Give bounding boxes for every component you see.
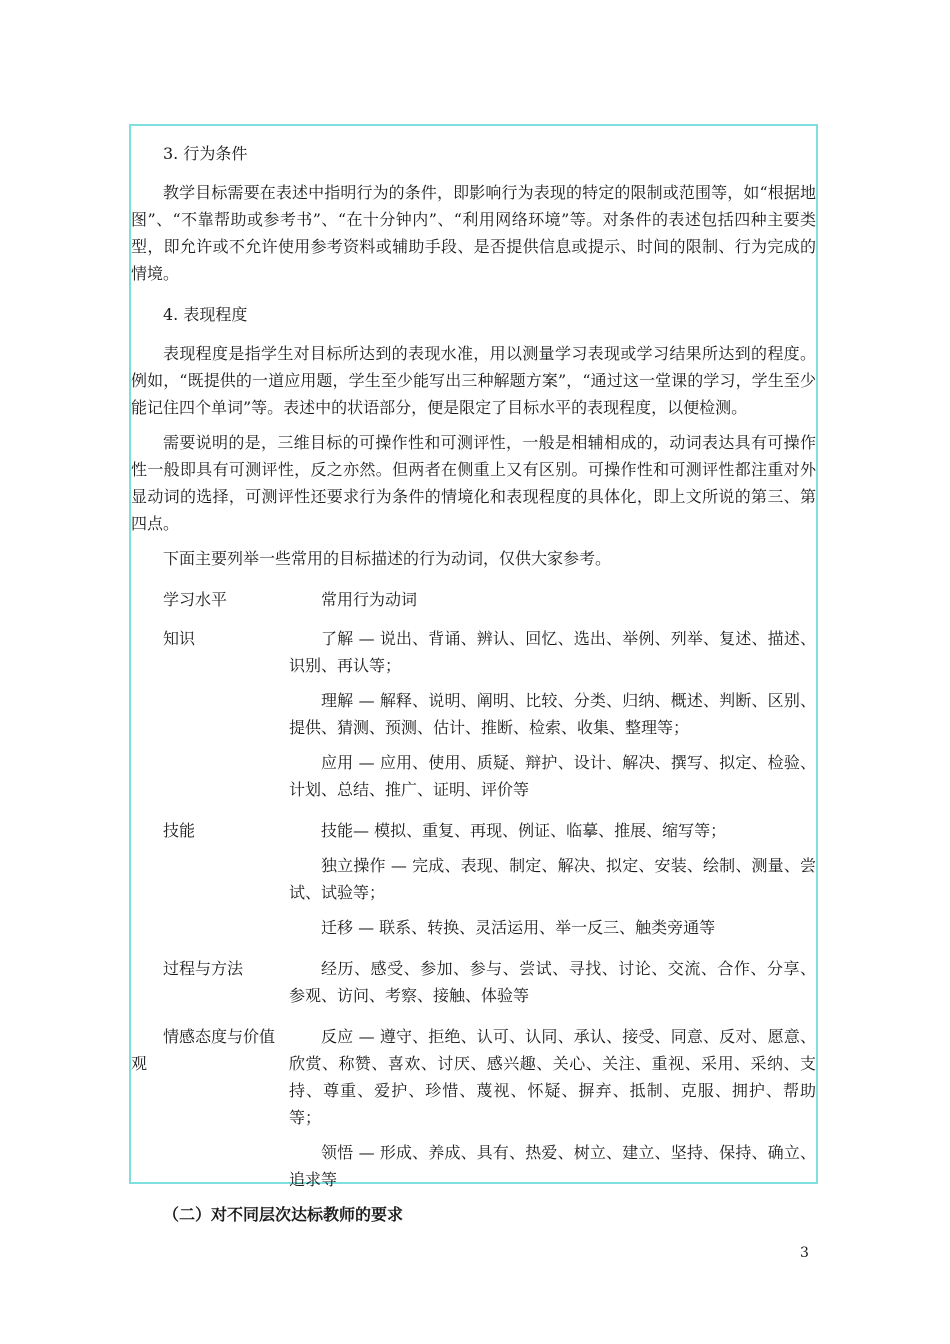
section-4-paragraph: 表现程度是指学生对目标所达到的表现水准，用以测量学习表现或学习结果所达到的程度。例如，“既提供的一道应用题，学生至少能写出三种解题方案”，“通过这一堂课的学习，学生至少能记住四个单词”等。表述中的状语部分，便是限定了目标水平的表现程度，以便检测。	[131, 344, 816, 417]
verbs-skill: 技能— 模拟、重复、再现、例证、临摹、推展、缩写等；	[321, 821, 727, 840]
verbs-comprehension: 领悟 — 形成、养成、具有、热爱、树立、建立、坚持、保持、确立、追求等	[289, 1143, 816, 1189]
table-row-process	[131, 955, 816, 1009]
verbs-comprehend: 理解 — 解释、说明、阐明、比较、分类、归纳、概述、判断、区别、提供、猜测、预测、估计、推断、检索、收集、整理等；	[289, 691, 816, 737]
section-4-title: 4. 表现程度	[163, 305, 248, 324]
document-body	[131, 126, 816, 1228]
level-skill: 技能	[163, 821, 196, 840]
intro-paragraph: 下面主要列举一些常用的目标描述的行为动词，仅供大家参考。	[163, 549, 612, 568]
note-paragraph: 需要说明的是，三维目标的可操作性和可测评性，一般是相辅相成的，动词表达具有可操作性一般即具有可测评性，反之亦然。但两者在侧重上又有区别。可操作性和可测评性都注重对外显动词的选择，可测评性还要求行为条件的情境化和表现程度的具体化，即上文所说的第三、第四点。	[131, 433, 816, 533]
level-process-method: 过程与方法	[163, 959, 244, 978]
table-header-row	[131, 586, 816, 613]
verbs-transfer: 迁移 — 联系、转换、灵活运用、举一反三、触类旁通等	[321, 918, 716, 937]
subsection-title: （二）对不同层次达标教师的要求	[163, 1205, 404, 1224]
col-header-level: 学习水平	[163, 590, 228, 609]
section-3-title: 3. 行为条件	[163, 144, 248, 163]
table-row-knowledge	[131, 625, 816, 803]
verbs-understand-basic: 了解 — 说出、背诵、辨认、回忆、选出、举例、列举、复述、描述、识别、再认等；	[289, 629, 816, 675]
table-row-skill	[131, 817, 816, 941]
col-header-verbs: 常用行为动词	[321, 590, 418, 609]
verbs-independent-operation: 独立操作 — 完成、表现、制定、解决、拟定、安装、绘制、测量、尝试、试验等；	[289, 856, 816, 902]
verbs-process: 经历、感受、参加、参与、尝试、寻找、讨论、交流、合作、分享、参观、访问、考察、接触、体验等	[289, 959, 816, 1005]
level-knowledge: 知识	[163, 629, 196, 648]
verbs-response: 反应 — 遵守、拒绝、认可、认同、承认、接受、同意、反对、愿意、欣赏、称赞、喜欢、讨厌、感兴趣、关心、关注、重视、采用、采纳、支持、尊重、爱护、珍惜、蔑视、怀疑、摒弃、抵制、克服、拥护、帮助等；	[289, 1027, 816, 1127]
page-number: 3	[800, 1245, 809, 1261]
section-3-paragraph: 教学目标需要在表述中指明行为的条件，即影响行为表现的特定的限制或范围等，如“根据地图”、“不靠帮助或参考书”、“在十分钟内”、“利用网络环境”等。对条件的表述包括四种主要类型，即允许或不允许使用参考资料或辅助手段、是否提供信息或提示、时间的限制、行为完成的情境。	[131, 183, 816, 283]
level-emotion-attitude-values: 情感态度与价值观	[131, 1027, 276, 1073]
table-row-emotion	[131, 1023, 816, 1193]
verbs-apply: 应用 — 应用、使用、质疑、辩护、设计、解决、撰写、拟定、检验、计划、总结、推广、证明、评价等	[289, 753, 816, 799]
